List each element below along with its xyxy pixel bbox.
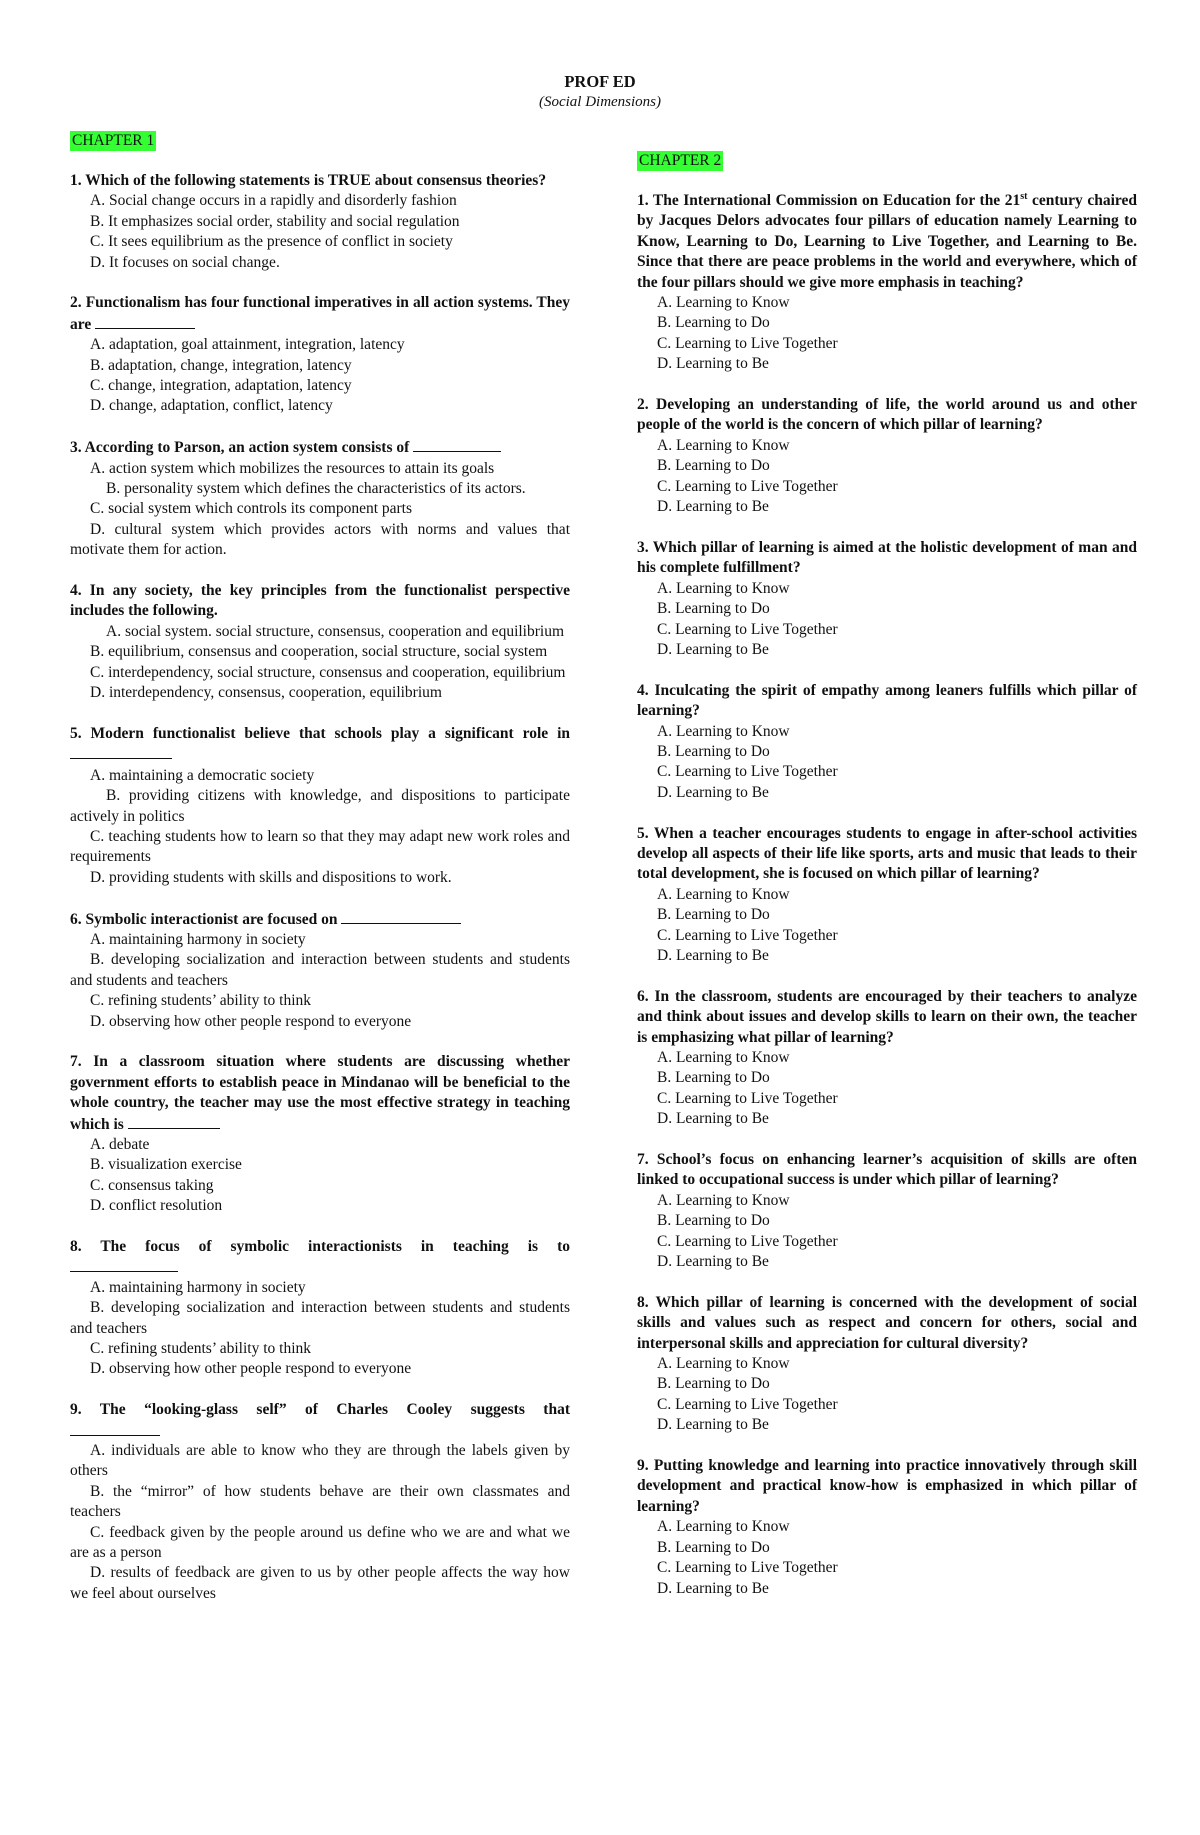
option-a: A. action system which mobilizes the resources to attain its goals (90, 459, 495, 477)
question-text (70, 1052, 570, 1135)
option-d: D. It focuses on social change. (90, 253, 280, 271)
answer-blank (70, 1421, 160, 1436)
option-b: B. Learning to Do (657, 600, 770, 618)
option-a: A. maintaining harmony in society (90, 930, 306, 948)
question-text: 9. Putting knowledge and learning into practice innovatively through skill development and practical know-how is emphasized in which pillar of learning? (637, 1457, 1137, 1515)
option-b: B. Learning to Do (657, 742, 770, 760)
option-b: B. developing socialization and interaction between students and students and teachers (70, 1299, 570, 1337)
option-a: A. social system. social structure, consensus, cooperation and equilibrium (106, 622, 565, 640)
option-d: D. Learning to Be (657, 498, 769, 516)
option-d: D. change, adaptation, conflict, latency (90, 397, 333, 415)
question-text: 3. Which pillar of learning is aimed at the holistic development of man and his complete fulfillment? (637, 538, 1137, 577)
option-b: B. personality system which defines the characteristics of its actors. (106, 480, 526, 498)
question-text-content: 7. In a classroom situation where students are discussing whether government efforts to establish peace in Mindanao will be beneficial to the whole country, the teacher may use the most effective strategy in teaching which is (70, 1053, 570, 1133)
question-1-9 (70, 1400, 570, 1604)
option-b: B. It emphasizes social order, stability and social regulation (90, 212, 460, 230)
option-c: C. It sees equilibrium as the presence of conflict in society (90, 233, 453, 251)
option-c: C. Learning to Live Together (657, 1559, 838, 1577)
question-text-content: 5. Modern functionalist believe that schools play a significant role in (70, 724, 570, 742)
question-1-7 (70, 1052, 570, 1216)
option-a: A. maintaining a democratic society (90, 766, 315, 784)
option-c: C. change, integration, adaptation, latency (90, 377, 352, 395)
question-2-3 (637, 538, 1137, 660)
question-text (70, 724, 570, 766)
option-d: D. Learning to Be (657, 1253, 769, 1271)
option-a: A. debate (90, 1136, 150, 1153)
chapter-1-heading: CHAPTER 1 (72, 132, 155, 149)
question-1-4 (70, 581, 570, 703)
option-c: C. refining students’ ability to think (90, 1340, 311, 1358)
question-text: 4. Inculcating the spirit of empathy among leaners fulfills which pillar of learning? (637, 681, 1137, 720)
question-text (637, 191, 1137, 293)
question-text-part: century chaired by Jacques Delors advocates four pillars of education namely Learning to Know, Learning to Do, Learning to Live Together, and Learning to Be. Since that there are peace problems in the world and everywhere, which of the four pillars should we give more emphasis in teaching? (637, 192, 1137, 291)
option-c: C. Learning to Live Together (657, 334, 838, 352)
question-text: 4. In any society, the key principles from the functionalist perspective includes the following. (70, 582, 570, 620)
option-a: A. adaptation, goal attainment, integration, latency (90, 336, 405, 354)
question-text-part: 1. The International Commission on Education for the 21 (637, 192, 1021, 209)
question-2-9 (637, 1456, 1137, 1599)
document-header (0, 72, 1200, 112)
question-text: 7. School’s focus on enhancing learner’s acquisition of skills are often linked to occupational success is under which pillar of learning? (637, 1151, 1137, 1189)
option-b: B. Learning to Do (657, 1212, 770, 1230)
question-text-content: 2. Functionalism has four functional imperatives in all action systems. They are (70, 294, 570, 333)
question-text: 5. When a teacher encourages students to engage in after-school activities develop all aspects of their life like sports, arts and music that leads to their total development, she is focused on which pillar of learning? (637, 824, 1137, 883)
option-c: C. feedback given by the people around us define who we are and what we are as a person (70, 1523, 570, 1562)
question-1-5 (70, 724, 570, 888)
option-d: D. observing how other people respond to everyone (90, 1012, 412, 1030)
question-text: 6. In the classroom, students are encouraged by their teachers to analyze and think about issues and develop skills to learn on their own, the teacher is emphasizing what pillar of learning? (637, 987, 1137, 1046)
question-1-1 (70, 171, 570, 273)
question-2-5 (637, 824, 1137, 967)
option-d: D. results of feedback are given to us by other people affects the way how we feel about ourselves (70, 1564, 570, 1602)
option-d: D. Learning to Be (657, 783, 769, 801)
option-a: A. Learning to Know (657, 1355, 790, 1373)
option-b: B. Learning to Do (657, 1375, 770, 1393)
question-1-6 (70, 909, 570, 1032)
question-text (70, 909, 570, 930)
option-d: D. providing students with skills and dispositions to work. (90, 868, 452, 886)
answer-blank (70, 744, 172, 759)
chapter-2-heading: CHAPTER 2 (639, 152, 722, 169)
option-a: A. Learning to Know (657, 885, 790, 903)
option-c: C. Learning to Live Together (657, 620, 838, 638)
option-d: D. cultural system which provides actors with norms and values that motivate them for action. (70, 520, 570, 559)
option-a: A. Learning to Know (657, 436, 790, 454)
question-text: 2. Developing an understanding of life, the world around us and other people of the world is the concern of which pillar of learning? (637, 396, 1137, 434)
question-1-8 (70, 1237, 570, 1380)
question-1-3 (70, 437, 570, 560)
question-text: 9. The “looking-glass self” of Charles Cooley suggests that (70, 1401, 570, 1419)
option-d: D. Learning to Be (657, 1579, 769, 1597)
option-d: D. Learning to Be (657, 355, 769, 373)
option-c: C. consensus taking (90, 1176, 214, 1194)
option-d: D. observing how other people respond to everyone (90, 1360, 412, 1378)
option-b: B. the “mirror” of how students behave are their own classmates and teachers (70, 1482, 570, 1521)
question-2-2 (637, 395, 1137, 517)
chapter-2-column (637, 151, 1137, 1619)
option-a: A. Learning to Know (657, 1048, 790, 1066)
option-c: C. refining students’ ability to think (90, 992, 311, 1010)
question-2-7 (637, 1150, 1137, 1272)
superscript: st (1020, 190, 1028, 202)
option-b: B. visualization exercise (90, 1156, 242, 1174)
option-d: D. Learning to Be (657, 1416, 769, 1434)
question-text (70, 293, 570, 335)
question-2-6 (637, 987, 1137, 1130)
answer-blank (70, 1257, 178, 1272)
answer-blank (341, 909, 461, 924)
question-text: 8. Which pillar of learning is concerned with the development of social skills and values such as respect and concern for others, social and interpersonal skills and appreciation for cultural diversity? (637, 1293, 1137, 1352)
option-a: A. Learning to Know (657, 579, 790, 597)
option-b: B. Learning to Do (657, 906, 770, 924)
option-b: B. Learning to Do (657, 457, 770, 475)
question-text-content: 6. Symbolic interactionist are focused on (70, 910, 338, 928)
option-b: B. Learning to Do (657, 314, 770, 332)
question-text-content: 3. According to Parson, an action system consists of (70, 439, 410, 457)
option-c: C. Learning to Live Together (657, 1232, 838, 1250)
question-text (70, 437, 570, 458)
option-c: C. social system which controls its component parts (90, 500, 413, 518)
option-a: A. Learning to Know (657, 1191, 790, 1209)
option-b: B. providing citizens with knowledge, and dispositions to participate actively in politics (70, 787, 570, 825)
option-d: D. Learning to Be (657, 1110, 769, 1128)
option-a: A. individuals are able to know who they are through the labels given by others (70, 1442, 570, 1480)
question-2-1 (637, 191, 1137, 375)
answer-blank-line (70, 1257, 570, 1277)
document-subtitle: (Social Dimensions) (538, 94, 662, 110)
answer-blank (128, 1114, 220, 1129)
option-b: B. adaptation, change, integration, latency (90, 356, 352, 374)
option-c: C. interdependency, social structure, consensus and cooperation, equilibrium (90, 663, 566, 681)
option-a: A. maintaining harmony in society (90, 1278, 306, 1296)
option-b: B. Learning to Do (657, 1538, 770, 1556)
question-text: 8. The focus of symbolic interactionists in teaching is to (70, 1238, 570, 1256)
chapter-1-column (70, 131, 570, 1625)
option-b: B. developing socialization and interaction between students and students and students and teachers (70, 951, 570, 989)
option-d: D. conflict resolution (90, 1197, 223, 1215)
question-2-4 (637, 681, 1137, 803)
option-a: A. Social change occurs in a rapidly and disorderly fashion (90, 192, 457, 210)
option-c: C. Learning to Live Together (657, 763, 838, 781)
question-text: 1. Which of the following statements is TRUE about consensus theories? (70, 172, 547, 189)
option-d: D. interdependency, consensus, cooperation, equilibrium (90, 684, 442, 702)
option-c: C. Learning to Live Together (657, 1395, 838, 1413)
question-2-8 (637, 1293, 1137, 1436)
option-c: C. teaching students how to learn so that they may adapt new work roles and requirements (70, 827, 570, 866)
answer-blank-line (70, 1421, 570, 1441)
option-b: B. equilibrium, consensus and cooperation, social structure, social system (90, 643, 548, 661)
option-c: C. Learning to Live Together (657, 1089, 838, 1107)
document-title: PROF ED (564, 72, 636, 91)
option-b: B. Learning to Do (657, 1069, 770, 1087)
option-d: D. Learning to Be (657, 946, 769, 964)
option-a: A. Learning to Know (657, 722, 790, 740)
answer-blank (95, 314, 195, 329)
option-d: D. Learning to Be (657, 640, 769, 658)
question-1-2 (70, 293, 570, 416)
option-a: A. Learning to Know (657, 1518, 790, 1536)
option-c: C. Learning to Live Together (657, 926, 838, 944)
answer-blank (413, 437, 501, 452)
option-a: A. Learning to Know (657, 294, 790, 312)
option-c: C. Learning to Live Together (657, 477, 838, 495)
